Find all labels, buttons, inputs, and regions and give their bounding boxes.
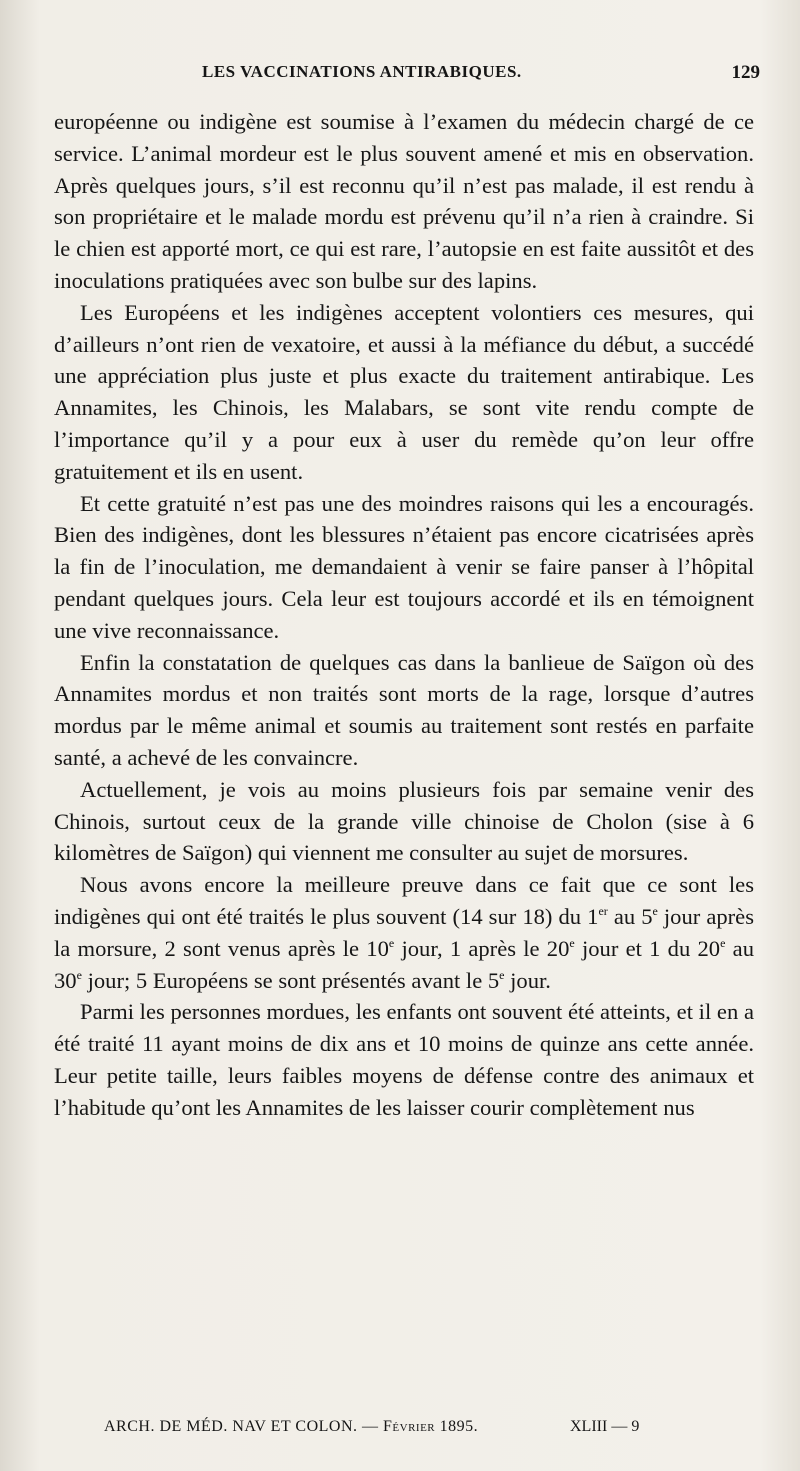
text-run: Parmi les personnes mordues, les enfants ont souvent été atteints, et il en a été traité 11 ayant moins de dix ans et 10 moins de quinze ans cette année. Leur petite taille, leurs faibles moyens de défense contre des animaux et l’habitude qu’ont les Annamites de les laisser courir complètement nus <box>54 999 754 1120</box>
text-run: Enfin la constatation de quelques cas dans la banlieue de Saïgon où des Annamites mordus et non traités sont morts de la rage, lorsque d’autres mordus par le même animal et soumis au traitement sont restés en parfaite santé, a achevé de les convaincre. <box>54 649 754 770</box>
text-run: Les Européens et les indigènes acceptent volontiers ces mesures, qui d’ailleurs n’ont rien de vexatoire, et aussi à la méfiance du début, a succédé une appréciation plus juste et plus exacte du traitement antirabique. Les Annamites, les Chinois, les Malabars, se sont vite rendu compte de l’importance qu’il y a pour eux à user du remède qu’on leur offre gratuitement et ils en usent. <box>54 299 754 484</box>
text-run: jour après la morsure, 2 sont venus après le 10 <box>54 903 754 961</box>
running-title: LES VACCINATIONS ANTIRABIQUES. <box>202 62 522 81</box>
text-run: jour. <box>504 967 551 993</box>
paragraph <box>54 774 754 869</box>
page-number: 129 <box>731 62 760 83</box>
signature-mark: XLIII — 9 <box>570 1418 640 1435</box>
text-run: au 5 <box>607 903 653 929</box>
superscript: e <box>652 903 658 918</box>
superscript: er <box>598 903 608 918</box>
superscript: e <box>499 967 505 982</box>
text-run: jour; 5 Européens se sont présentés avant le 5 <box>81 967 500 993</box>
page-header <box>52 62 760 102</box>
superscript: e <box>76 967 82 982</box>
text-run: jour, 1 après le 20 <box>394 935 570 961</box>
superscript: e <box>720 935 726 950</box>
text-run: au 30 <box>54 935 754 993</box>
text-run: Actuellement, je vois au moins plusieurs fois par semaine venir des Chinois, surtout ceux de la grande ville chinoise de Cholon (sise à 6 kilomètres de Saïgon) qui viennent me consulter au sujet de morsures. <box>54 776 754 866</box>
superscript: e <box>388 935 395 950</box>
paragraph <box>54 106 754 297</box>
text-run: européenne ou indigène est soumise à l’examen du médecin chargé de ce service. L’animal mordeur est le plus souvent amené et mis en observation. Après quelques jours, s’il est reconnu qu’il n’est pas malade, il est rendu à son propriétaire et le malade mordu est prévenu qu’il n’a rien à craindre. Si le chien est apporté mort, ce qui est rare, l’autopsie en est faite aussitôt et des inoculations pratiquées avec son bulbe sur des lapins. <box>54 109 754 293</box>
page-footer <box>104 1418 684 1436</box>
paragraph <box>54 647 754 774</box>
journal-reference: ARCH. DE MÉD. NAV ET COLON. — Février 1895. <box>104 1418 479 1435</box>
paragraph <box>54 996 754 1123</box>
text-run: Et cette gratuité n’est pas une des moindres raisons qui les a encouragés. Bien des indigènes, dont les blessures n’étaient pas encore cicatrisées après la fin de l’inoculation, me demandaient à venir se faire panser à l’hôpital pendant quelques jours. Cela leur est toujours accordé et ils en témoignent une vive reconnaissance. <box>54 490 754 643</box>
paragraph <box>54 297 754 488</box>
superscript: e <box>569 935 575 950</box>
text-run: Nous avons encore la meilleure preuve dans ce fait que ce sont les indigènes qui ont été traités le plus souvent (14 sur 18) du 1 <box>54 872 754 929</box>
body-text <box>54 106 754 1124</box>
paragraph <box>54 488 754 647</box>
text-run: jour et 1 du 20 <box>574 935 721 961</box>
paragraph <box>54 869 754 996</box>
